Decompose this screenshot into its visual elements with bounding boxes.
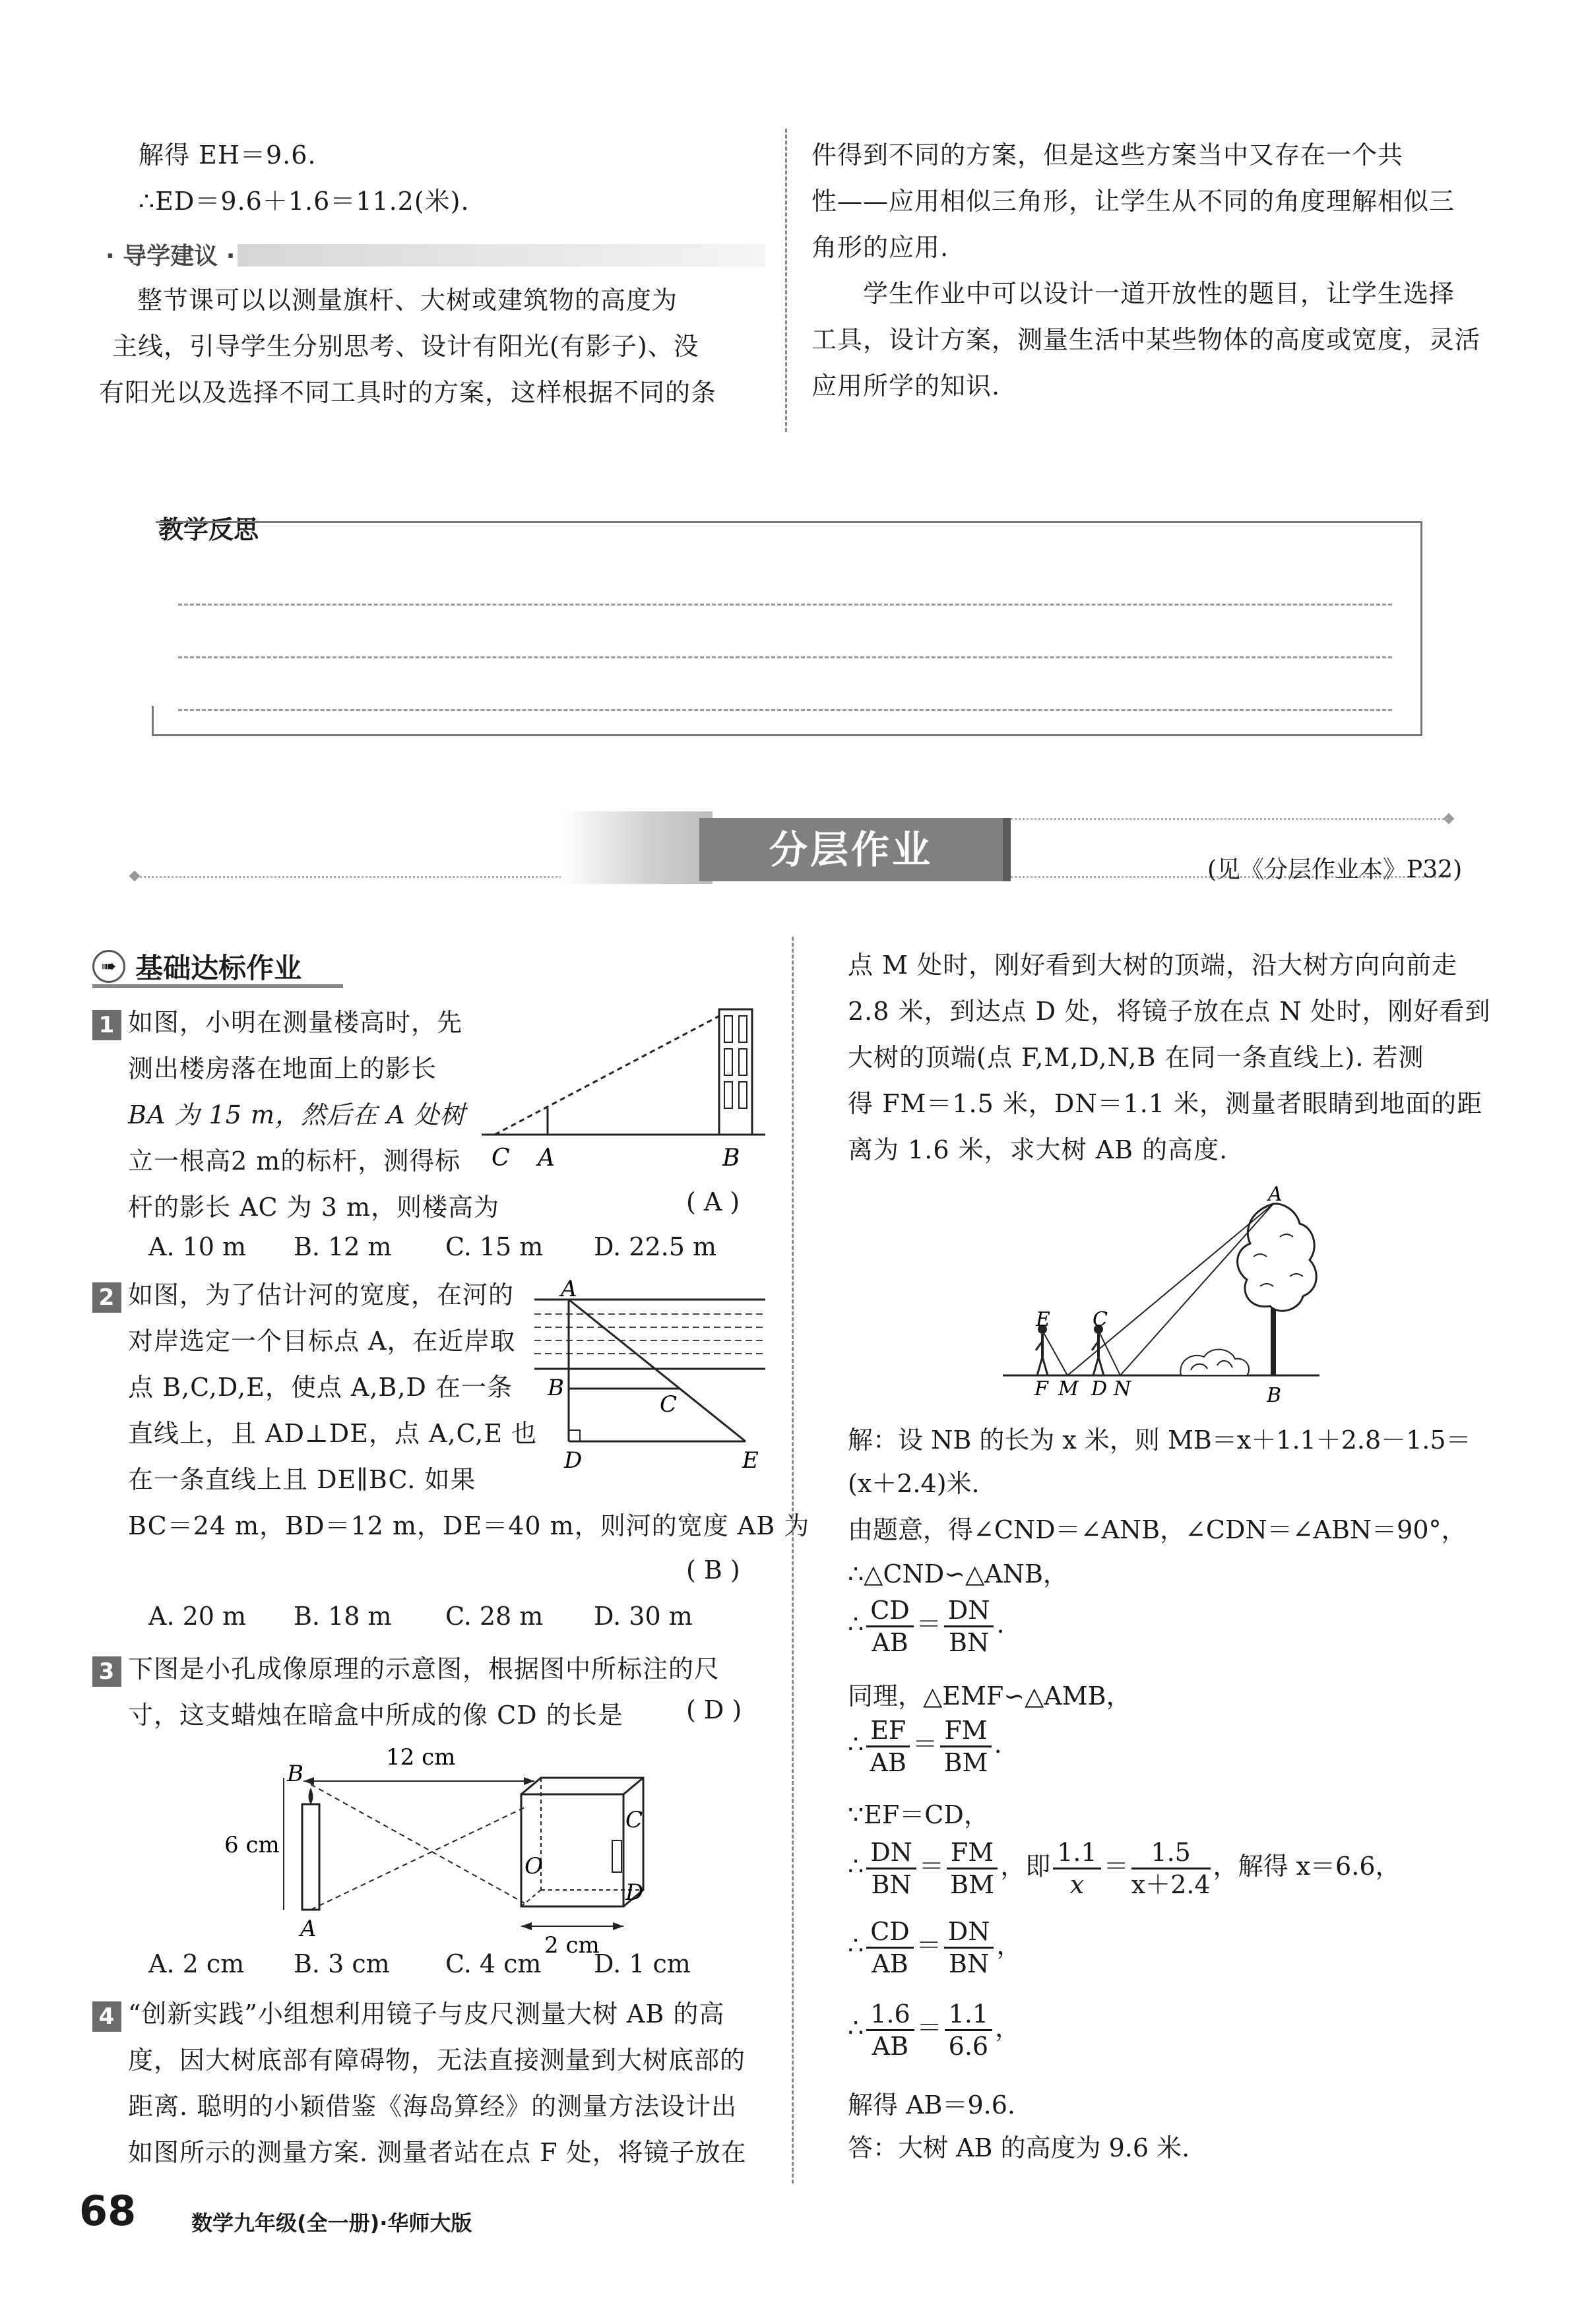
text-line: BC＝24 m，BD＝12 m，DE＝40 m，则河的宽度 AB 为 [128,1511,810,1540]
label-f: F [1034,1377,1048,1400]
label-b: B [548,1375,564,1401]
option: C. 28 m [445,1602,544,1631]
label-c: C [1093,1308,1108,1331]
text-line: 立一根高2 m的标杆，测得标 [128,1146,461,1176]
top-left-block [139,132,765,224]
banner-title: 分层作业 [699,818,1011,881]
solution-fraction-line: ∴ $\frac{1.6}{AB}$ ＝ $\frac{1.1}{6.6}$ ， [848,1999,1021,2061]
figure-q3 [211,1742,660,1959]
reflection-line [178,656,1392,658]
text-line: 应用所学的知识. [811,371,1001,400]
label-b: B [1267,1384,1282,1407]
label-c: C [660,1391,678,1418]
text-line: ∴ED＝9.6＋1.6＝11.2(米). [139,187,470,216]
text-line: 距离. 聪明的小颖借鉴《海岛算经》的测量方法设计出 [128,2092,738,2121]
book-title: 数学九年级(全一册)·华师大版 [191,2211,472,2236]
label-b: B [287,1761,303,1787]
question-4 [92,1991,811,2176]
label-a: A [561,1276,577,1302]
answer-q3: ( D ) [686,1695,742,1724]
label-a: A [1268,1183,1283,1206]
solution-fraction-line: ∴ $\frac{DN}{BN}$ ＝ $\frac{FM}{BM}$ ，即 $\frac{1.1}{x}$ ＝ $\frac{1.5}{x+2.4}$ ，解得 x＝6.6， [848,1838,1401,1899]
text-line: 整节课可以以测量旗杆、大树或建筑物的高度为 [137,286,678,315]
option: B. 18 m [294,1602,392,1631]
text-line: “创新实践”小组想利用镜子与皮尺测量大树 AB 的高 [128,1999,725,2028]
page-number: 68 [79,2187,137,2235]
label-d: D [1091,1377,1108,1400]
text-line: 如图所示的测量方案. 测量者站在点 F 处，将镜子放在 [128,2138,747,2167]
text-line: 在一条直线上且 DE∥BC. 如果 [128,1465,476,1494]
text-line: 有阳光以及选择不同工具时的方案，这样根据不同的条 [99,378,717,407]
solution-line: (x＋2.4)米. [848,1469,980,1498]
solution-fraction-line: ∴ $\frac{CD}{AB}$ ＝ $\frac{DN}{BN}$ ， [848,1917,1022,1978]
option: B. 12 m [294,1232,392,1261]
banner-ref: (见《分层作业本》P32) [1207,856,1463,883]
arrow-icon: ➠ [92,950,125,983]
solution-line: 解：设 NB 的长为 x 米，则 MB＝x＋1.1＋2.8－1.5＝ [848,1426,1471,1455]
label-b: B [722,1145,740,1172]
option: A. 20 m [148,1602,247,1631]
reflection-line [178,709,1392,711]
text-line: 下图是小孔成像原理的示意图，根据图中所标注的尺 [128,1654,720,1683]
text-line: 2.8 米，到达点 D 处，将镜子放在点 N 处时，刚好看到 [848,997,1491,1026]
option: D. 1 cm [594,1949,691,1978]
reflection-line [178,604,1392,606]
solution-fraction-line: ∴ $\frac{CD}{AB}$ ＝ $\frac{DN}{BN}$ . [848,1596,1005,1657]
text-line: 离为 1.6 米，求大树 AB 的高度. [848,1135,1228,1164]
reflection-box [152,521,1422,736]
text-line: BA 为 15 m，然后在 A 处树 [128,1100,466,1129]
text-line: 件得到不同的方案，但是这些方案当中又存在一个共 [811,141,1404,170]
text-line: 测出楼房落在地面上的影长 [128,1054,437,1083]
label-n: N [1114,1377,1131,1400]
option: D. 22.5 m [594,1232,716,1261]
text-line: 对岸选定一个目标点 A，在近岸取 [128,1327,516,1356]
column-divider [792,937,794,2183]
section-header-underline [92,984,343,988]
label-e: E [742,1447,759,1474]
banner-rule-top [1003,818,1448,820]
label-a: A [538,1145,555,1172]
text-line: 杆的影长 AC 为 3 m，则楼高为 [128,1193,500,1222]
text-line: 直线上，且 AD⊥DE，点 A,C,E 也 [128,1419,538,1448]
text-line: 点 M 处时，刚好看到大树的顶端，沿大树方向向前走 [848,951,1458,980]
label-m: M [1058,1377,1079,1400]
guide-block [99,277,772,416]
label-width: 2 cm [544,1932,600,1959]
top-right-block [811,132,1498,409]
question-3 [92,1646,805,1738]
banner-rule-dot-left [129,871,141,882]
solution-line: ∴△CND∽△ANB， [848,1559,1068,1588]
text-line: 如图，为了估计河的宽度，在河的 [128,1280,515,1309]
text-line: 角形的应用. [811,233,949,262]
option: C. 4 cm [445,1949,542,1978]
guide-title: · 导学建议 · [106,243,236,270]
label-d: D [564,1447,583,1474]
guide-title-underline [238,244,765,267]
text-line: 解得 EH＝9.6. [139,141,317,170]
label-e: E [1036,1308,1050,1331]
label-d: D [625,1879,644,1906]
solution-line: 由题意，得∠CND＝∠ANB，∠CDN＝∠ABN＝90°， [848,1515,1467,1544]
section-header [92,947,302,984]
text-line: 点 B,C,D,E，使点 A,B,D 在一条 [128,1373,513,1402]
text-line: 寸，这支蜡烛在暗盒中所成的像 CD 的长是 [128,1701,623,1730]
solution-line: 答：大树 AB 的高度为 9.6 米. [848,2133,1190,2162]
section-title: 基础达标作业 [135,952,302,984]
banner-decor [561,811,713,884]
label-a: A [300,1916,317,1942]
solution-line: 同理，△EMF∽△AMB， [848,1681,1131,1711]
option: D. 30 m [594,1602,693,1631]
question-number: 4 [92,2001,121,2032]
option: B. 3 cm [294,1949,390,1978]
solution-line: ∵EF＝CD， [848,1800,989,1829]
option: A. 2 cm [148,1949,245,1978]
label-length: 12 cm [386,1744,456,1771]
text-line: 得 FM＝1.5 米，DN＝1.1 米，测量者眼睛到地面的距 [848,1089,1483,1118]
option: A. 10 m [148,1232,247,1261]
label-height: 6 cm [224,1832,280,1858]
column-divider [785,129,787,432]
label-c: C [492,1145,510,1172]
answer-q2: ( B ) [686,1555,740,1585]
solution-fraction-line: ∴ $\frac{EF}{AB}$ ＝ $\frac{FM}{BM}$ . [848,1716,1002,1777]
text-line: 学生作业中可以设计一道开放性的题目，让学生选择 [863,279,1455,308]
reflection-title: 教学反思 [158,515,259,544]
figure-q1 [475,993,778,1184]
text-line: 度，因大树底部有障碍物，无法直接测量到大树底部的 [128,2046,746,2075]
figure-q4 [990,1178,1359,1408]
question-number: 2 [92,1282,121,1313]
text-line: 性——应用相似三角形，让学生从不同的角度理解相似三 [811,187,1455,216]
label-c: C [625,1807,643,1833]
text-line: 大树的顶端(点 F,M,D,N,B 在同一条直线上). 若测 [848,1043,1424,1072]
label-o: O [524,1853,543,1879]
option: C. 15 m [445,1232,544,1261]
text-line: 如图，小明在测量楼高时，先 [128,1008,463,1037]
text-line: 工具，设计方案，测量生活中某些物体的高度或宽度，灵活 [811,325,1481,354]
question-4-continued [848,942,1508,1173]
solution-line: 解得 AB＝9.6. [848,2090,1015,2120]
question-number: 3 [92,1656,121,1687]
question-number: 1 [92,1010,121,1040]
figure-q2 [534,1276,772,1478]
answer-q1: ( A ) [686,1187,740,1216]
reflection-box-left-cover [149,515,156,706]
text-line: 主线，引导学生分别思考、设计有阳光(有影子)、没 [112,332,699,361]
